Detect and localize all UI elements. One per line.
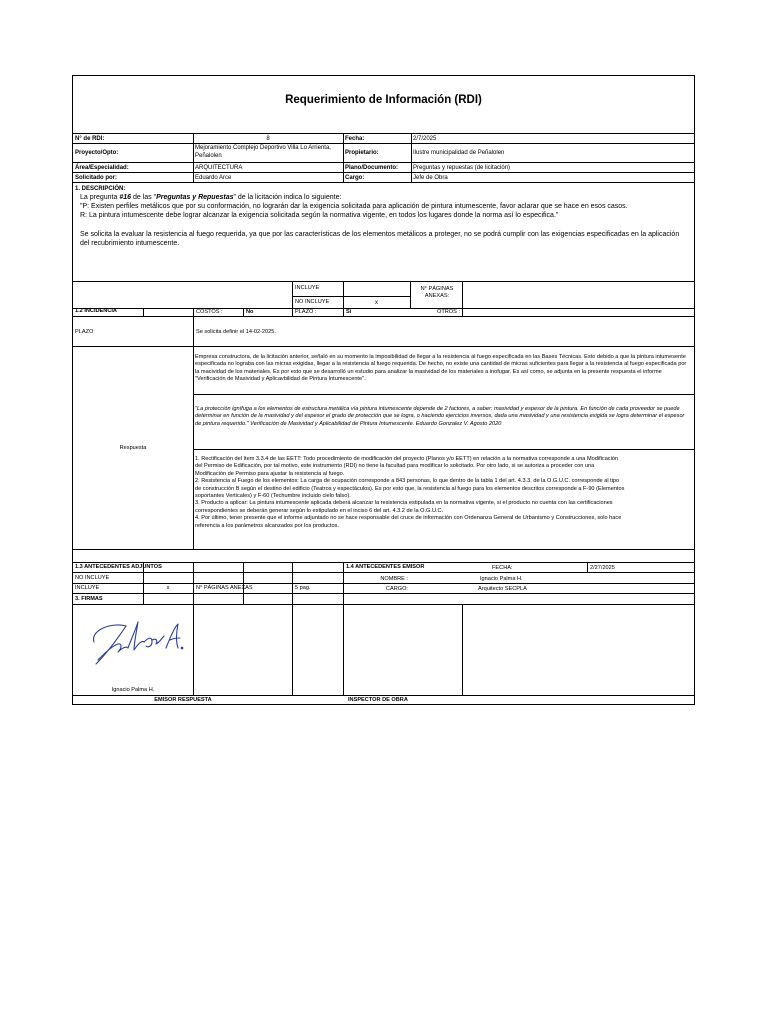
emisor-respuesta-label: EMISOR RESPUESTA <box>154 697 212 703</box>
proyecto-label: Proyecto/Opto: <box>75 150 119 156</box>
plazo-row-value: Se solicita definir el 14-02-2025. <box>196 329 276 335</box>
firmas-heading: 3. FIRMAS <box>75 596 103 602</box>
page-title: Requerimiento de Información (RDI) <box>285 94 482 106</box>
emisor-heading: 1.4 ANTECEDENTES EMISOR <box>346 564 425 570</box>
plano-value: Preguntas y repuestas (de licitación) <box>413 165 511 171</box>
desc-pre: La pregunta <box>80 194 120 201</box>
emisor-nombre-value: Ignacio Palma H. <box>480 576 523 582</box>
fecha-label: Fecha: <box>345 136 365 142</box>
descripcion-respuesta: R: La pintura intumescente debe lograr alcanzar la exigencia solicitada según la normativa vigente, en todos los lugares donde la norma así lo especifica." <box>80 212 559 219</box>
signature-image <box>82 612 192 672</box>
propietario-label: Propietario: <box>345 150 379 156</box>
plazo-label: PLAZO : <box>295 309 317 315</box>
respuesta-p2: "La protección ignífuga a los elementos de estructura metálica vía pintura intumescente depende de 2 factores, a saber: masividad y espesor de la pintura. En función de cada proveedor se puede determinar en función de la masividad y del espesor el grado de protección que se logra, o haciendo ejercicios inversos, dada una masividad y una resistencia exigida se logra determinar el espesor de pintura requerido." Verificación de Masividad y Aplicabilidad de Pintura Intumescente. Eduardo Gonzalez V. Agosto 2020 <box>195 406 685 427</box>
adjuntos-paginas-value: 5 pag. <box>295 585 311 591</box>
area-label: Área/Especialidad: <box>75 165 129 171</box>
plazo-value: Si <box>346 309 352 315</box>
desc-bold: Preguntas y Repuestas <box>156 194 234 201</box>
adjuntos-incluye-mark: x <box>166 585 170 591</box>
descripcion-parrafo: Se solicita la evaluar la resistencia al fuego requerida, ya que por las características de los elementos metálicos a proteger, no se podrá cumplir con las exigencias especificadas en la aplicación del recubrimiento intumescente. <box>80 231 680 247</box>
adjuntos-heading: 1.3 ANTECEDENTES ADJUNTOS <box>75 564 162 570</box>
anexos-paginas-label: N° PÁGINAS ANEXAS: <box>420 286 454 299</box>
emisor-fecha-label: FECHA: <box>492 565 513 571</box>
otros-label: OTROS : <box>437 309 460 315</box>
costos-label: COSTOS : <box>196 309 223 315</box>
fecha-value: 2/7/2025 <box>413 136 437 142</box>
anexos-no-incluye: NO INCLUYE <box>295 299 330 305</box>
desc-post: " de la licitación indica lo siguiente: <box>233 194 342 201</box>
cargo-value: Jefe de Obra <box>413 175 448 181</box>
plazo-row-label: PLAZO <box>75 329 94 335</box>
adjuntos-paginas-label: N° PÁGINAS ANEXAS <box>196 585 253 591</box>
rdi-value: 8 <box>266 136 270 142</box>
proyecto-value: Mejoramiento Complejo Deportivo Villa Lo Arrienta, Peñalolen <box>195 145 331 159</box>
respuesta-p3: 1. Rectificación del ítem 3.3.4 de las EETT: Todo procedimiento de modificación del proyecto (Planos y/o EETT) en relación a la normativa corresponde a una Modificación del Permiso de Edificación, por tal motivo, este instrumento (RDI) no tiene la facultad para modificar lo solicitado. Por otro lado, si se autoriza a proceder con una Modificación de Permiso para ajustar la resistencia al fuego. 2. Resistencia al Fuego de los elementos: La carga de ocupación corresponde a 843 personas, lo que dentro de la tabla 1 del art. 4.3.3. de la O.G.U.C. corresponde al tipo de construcción B según el destino del edificio (Teatros y espectáculos). Es por esto que, la resistencia al fuego para los elementos descritos corresponde a F-90 (Elementos soportantes Verticales) y F-60 (Techumbre incluido cielo falso). 3. Producto a aplicar: La pintura intumescente aplicada deberá alcanzar la resistencia estipulada en la normativa vigente, si el producto no cuenta con las certificaciones correspondientes se deberán generar según lo estipulado en el inciso 6 del art. 4.3.2 de la O.G.U.C. 4. Por último, tener presente que el informe adjuntado no se hace responsable del cruce de información con Ordenanza General de Urbanismo y Construcciones, solo hace referencia a los parámetros alcanzados por los productos. <box>195 456 625 529</box>
respuesta-label: Respuesta <box>119 445 147 451</box>
solicitado-value: Eduardo Arce <box>195 175 232 181</box>
signer-name: Ignacio Palma H. <box>111 687 155 693</box>
emisor-fecha-value: 2/27/2025 <box>590 565 615 571</box>
descripcion-line1 <box>80 193 680 202</box>
descripcion-pregunta: "P: Existen perfiles metálicos que por su conformación, no lograrán dar la exigencia solicitada para aplicación de pintura intumescente, favor aclarar que se hace en esos casos. <box>80 203 628 210</box>
rdi-label: N° de RDI: <box>75 136 105 142</box>
desc-mid: de las " <box>131 194 157 201</box>
adjuntos-incluye: INCLUYE <box>75 585 100 591</box>
inspector-obra-label: INSPECTOR DE OBRA <box>348 697 408 703</box>
emisor-cargo-value: Arquitecto SECPLA <box>478 586 527 592</box>
adjuntos-no-incluye: NO INCLUYE <box>75 575 110 581</box>
area-value: ARQUITECTURA <box>195 165 243 171</box>
anexos-incluye: INCLUYE <box>295 285 320 291</box>
costos-value: No <box>246 309 254 315</box>
solicitado-label: Solicitado por: <box>75 175 117 181</box>
anexos-no-incluye-mark: x <box>375 300 378 306</box>
incidencia-heading: 1.2 INCIDENCIA <box>75 308 117 314</box>
emisor-nombre-label: NOMBRE : <box>380 576 408 582</box>
respuesta-p1: Empresa constructora, de la licitación anterior, señaló en su momento la imposibilidad de llegar a la resistencia al fuego especificada en las Bases Técnicas. Esto debido a que la pintura intumesente especificada no lograba con las micras exigidas, llegar a la resistencia al fuego requerida. De hecho, no existe una cantidad de micras suficientes para llegar a la resistencia al fuego especificada por la macividad de los materiales. Es por esto que se desarrolló un estudio para analizar la masividad de los materiales a inofugar. Es así como, se adjunta en la presente respuesta el informe "Verificación de Masividad y Aplicavbilidad de Pintura Intumescente". <box>195 354 687 383</box>
emisor-cargo-label: CARGO: <box>385 586 408 592</box>
propietario-value: Ilustre municipalidad de Peñalolen <box>413 150 505 156</box>
plano-label: Plano/Documento: <box>345 165 399 171</box>
desc-num: #16 <box>119 194 131 201</box>
cargo-label: Cargo: <box>345 175 365 181</box>
descripcion-heading: 1. DESCRIPCIÓN: <box>75 186 126 192</box>
